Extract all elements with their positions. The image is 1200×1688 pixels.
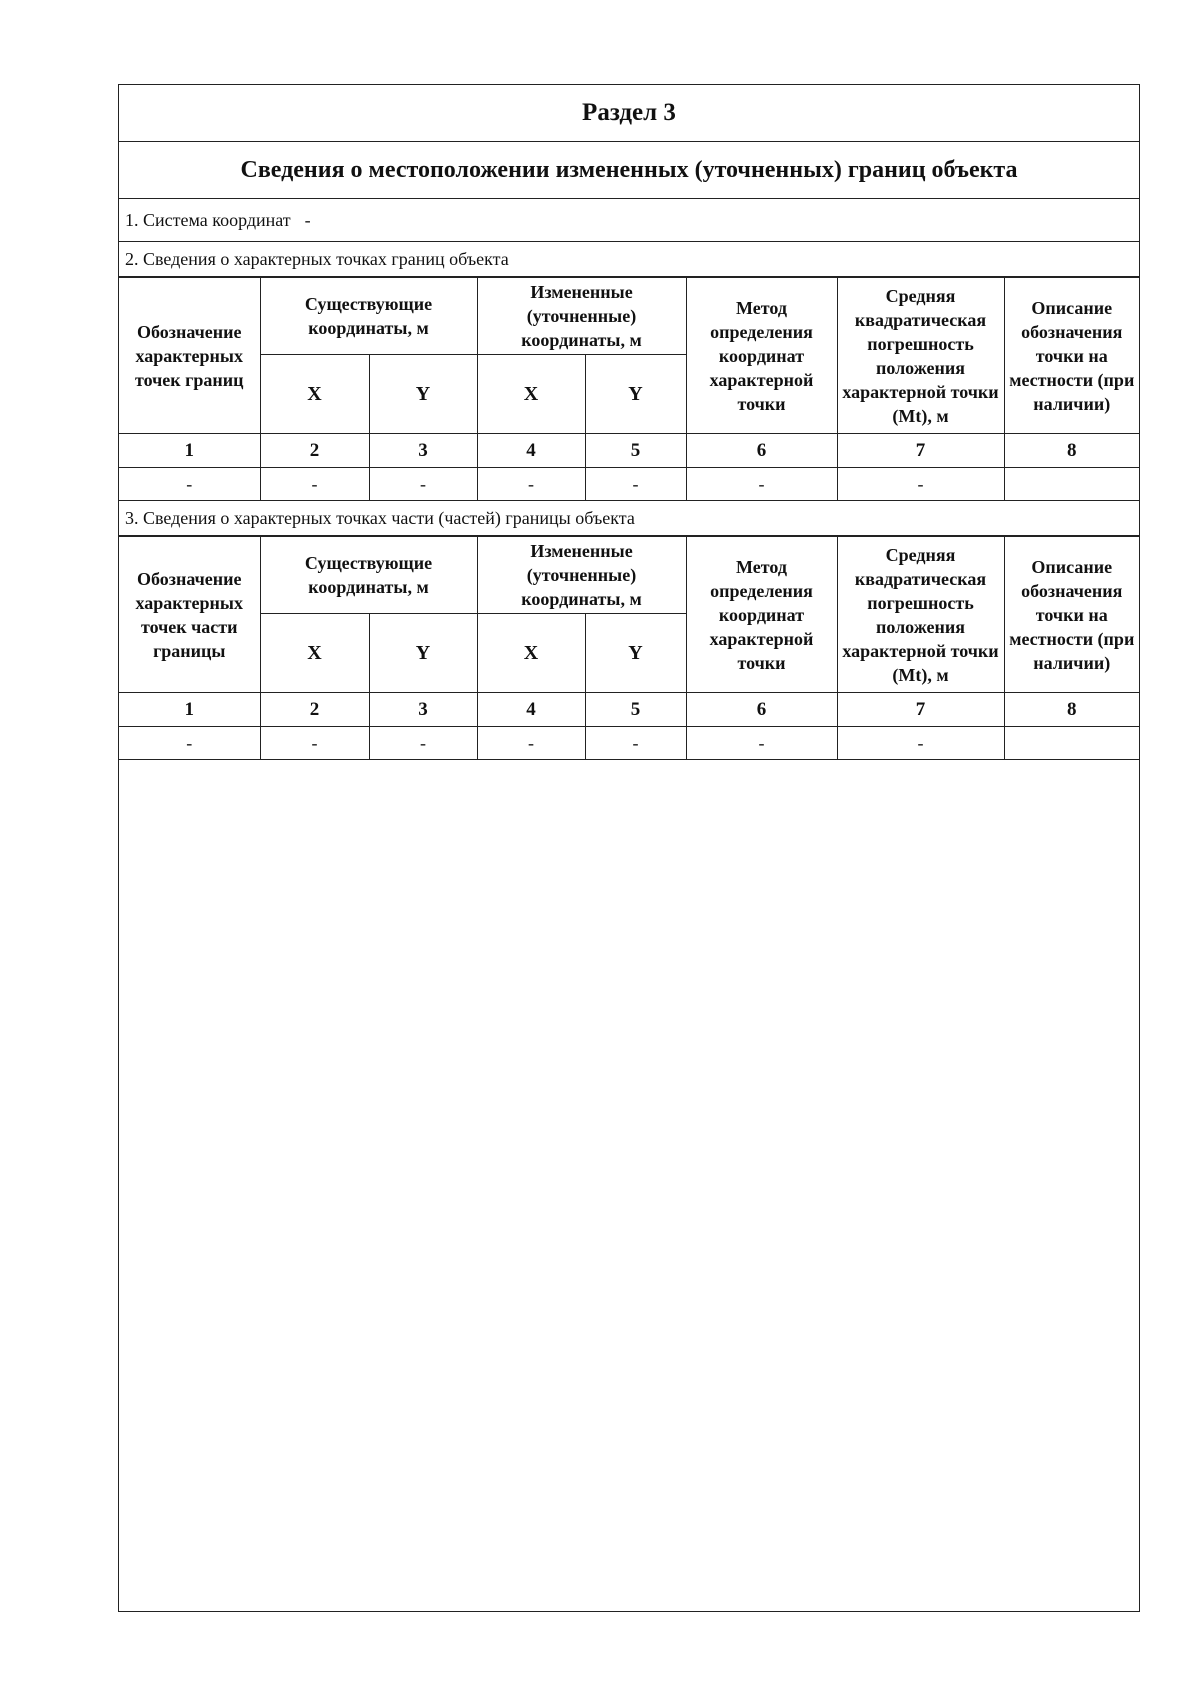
t1-num-cell: 1 (119, 434, 260, 468)
t2-col-changed: Измененные (уточненные) координаты, м (477, 537, 686, 614)
t1-col-changed: Измененные (уточненные) координаты, м (477, 278, 686, 355)
t2-data-row (119, 727, 1139, 760)
t2-data-cell (1004, 727, 1139, 760)
t1-number-row (119, 434, 1139, 468)
t2-data-cell: - (585, 727, 686, 760)
t1-data-row (119, 468, 1139, 501)
t1-num-cell: 3 (369, 434, 477, 468)
t2-col-point: Обозначение характерных точек части границы (119, 537, 260, 693)
t1-col-error: Средняя квадратическая погрешность положения характерной точки (Mt), м (837, 278, 1004, 434)
section-subtitle: Сведения о местоположении измененных (уточненных) границ объекта (119, 142, 1139, 199)
t2-changed-y: Y (585, 614, 686, 693)
t1-col-existing: Существующие координаты, м (260, 278, 477, 355)
table2 (119, 536, 1139, 760)
t1-num-cell: 4 (477, 434, 585, 468)
t2-changed-x: X (477, 614, 585, 693)
t1-data-cell: - (119, 468, 260, 501)
section-title: Раздел 3 (119, 85, 1139, 142)
t2-number-row (119, 693, 1139, 727)
coord-system-value: - (304, 209, 311, 230)
t1-data-cell: - (686, 468, 837, 501)
document-frame (118, 84, 1140, 1612)
t1-num-cell: 2 (260, 434, 369, 468)
t1-existing-y: Y (369, 355, 477, 434)
t2-num-cell: 5 (585, 693, 686, 727)
t1-col-point: Обозначение характерных точек границ (119, 278, 260, 434)
t2-data-cell: - (477, 727, 585, 760)
t2-data-cell: - (837, 727, 1004, 760)
t1-data-cell: - (477, 468, 585, 501)
t2-col-existing: Существующие координаты, м (260, 537, 477, 614)
table1-caption: 2. Сведения о характерных точках границ объекта (119, 242, 1139, 277)
t2-col-desc: Описание обозначения точки на местности (при наличии) (1004, 537, 1139, 693)
t2-col-method: Метод определения координат характерной точки (686, 537, 837, 693)
t2-num-cell: 3 (369, 693, 477, 727)
t2-num-cell: 1 (119, 693, 260, 727)
t1-changed-y: Y (585, 355, 686, 434)
t2-num-cell: 7 (837, 693, 1004, 727)
t1-num-cell: 8 (1004, 434, 1139, 468)
table2-caption: 3. Сведения о характерных точках части (частей) границы объекта (119, 501, 1139, 536)
t1-data-cell: - (260, 468, 369, 501)
t1-num-cell: 7 (837, 434, 1004, 468)
t2-num-cell: 2 (260, 693, 369, 727)
t2-data-cell: - (119, 727, 260, 760)
t2-data-cell: - (369, 727, 477, 760)
t1-data-cell: - (837, 468, 1004, 501)
t2-existing-y: Y (369, 614, 477, 693)
t2-num-cell: 6 (686, 693, 837, 727)
t2-data-cell: - (260, 727, 369, 760)
t2-num-cell: 8 (1004, 693, 1139, 727)
table1 (119, 277, 1139, 501)
coord-system-line (119, 199, 1139, 242)
t1-changed-x: X (477, 355, 585, 434)
t1-col-method: Метод определения координат характерной точки (686, 278, 837, 434)
t2-data-cell: - (686, 727, 837, 760)
t1-data-cell (1004, 468, 1139, 501)
t2-col-error: Средняя квадратическая погрешность положения характерной точки (Mt), м (837, 537, 1004, 693)
t2-existing-x: X (260, 614, 369, 693)
t2-num-cell: 4 (477, 693, 585, 727)
t1-data-cell: - (369, 468, 477, 501)
t1-num-cell: 5 (585, 434, 686, 468)
t1-data-cell: - (585, 468, 686, 501)
coord-system-label: 1. Система координат (125, 209, 291, 230)
t1-col-desc: Описание обозначения точки на местности (при наличии) (1004, 278, 1139, 434)
t1-num-cell: 6 (686, 434, 837, 468)
t1-existing-x: X (260, 355, 369, 434)
